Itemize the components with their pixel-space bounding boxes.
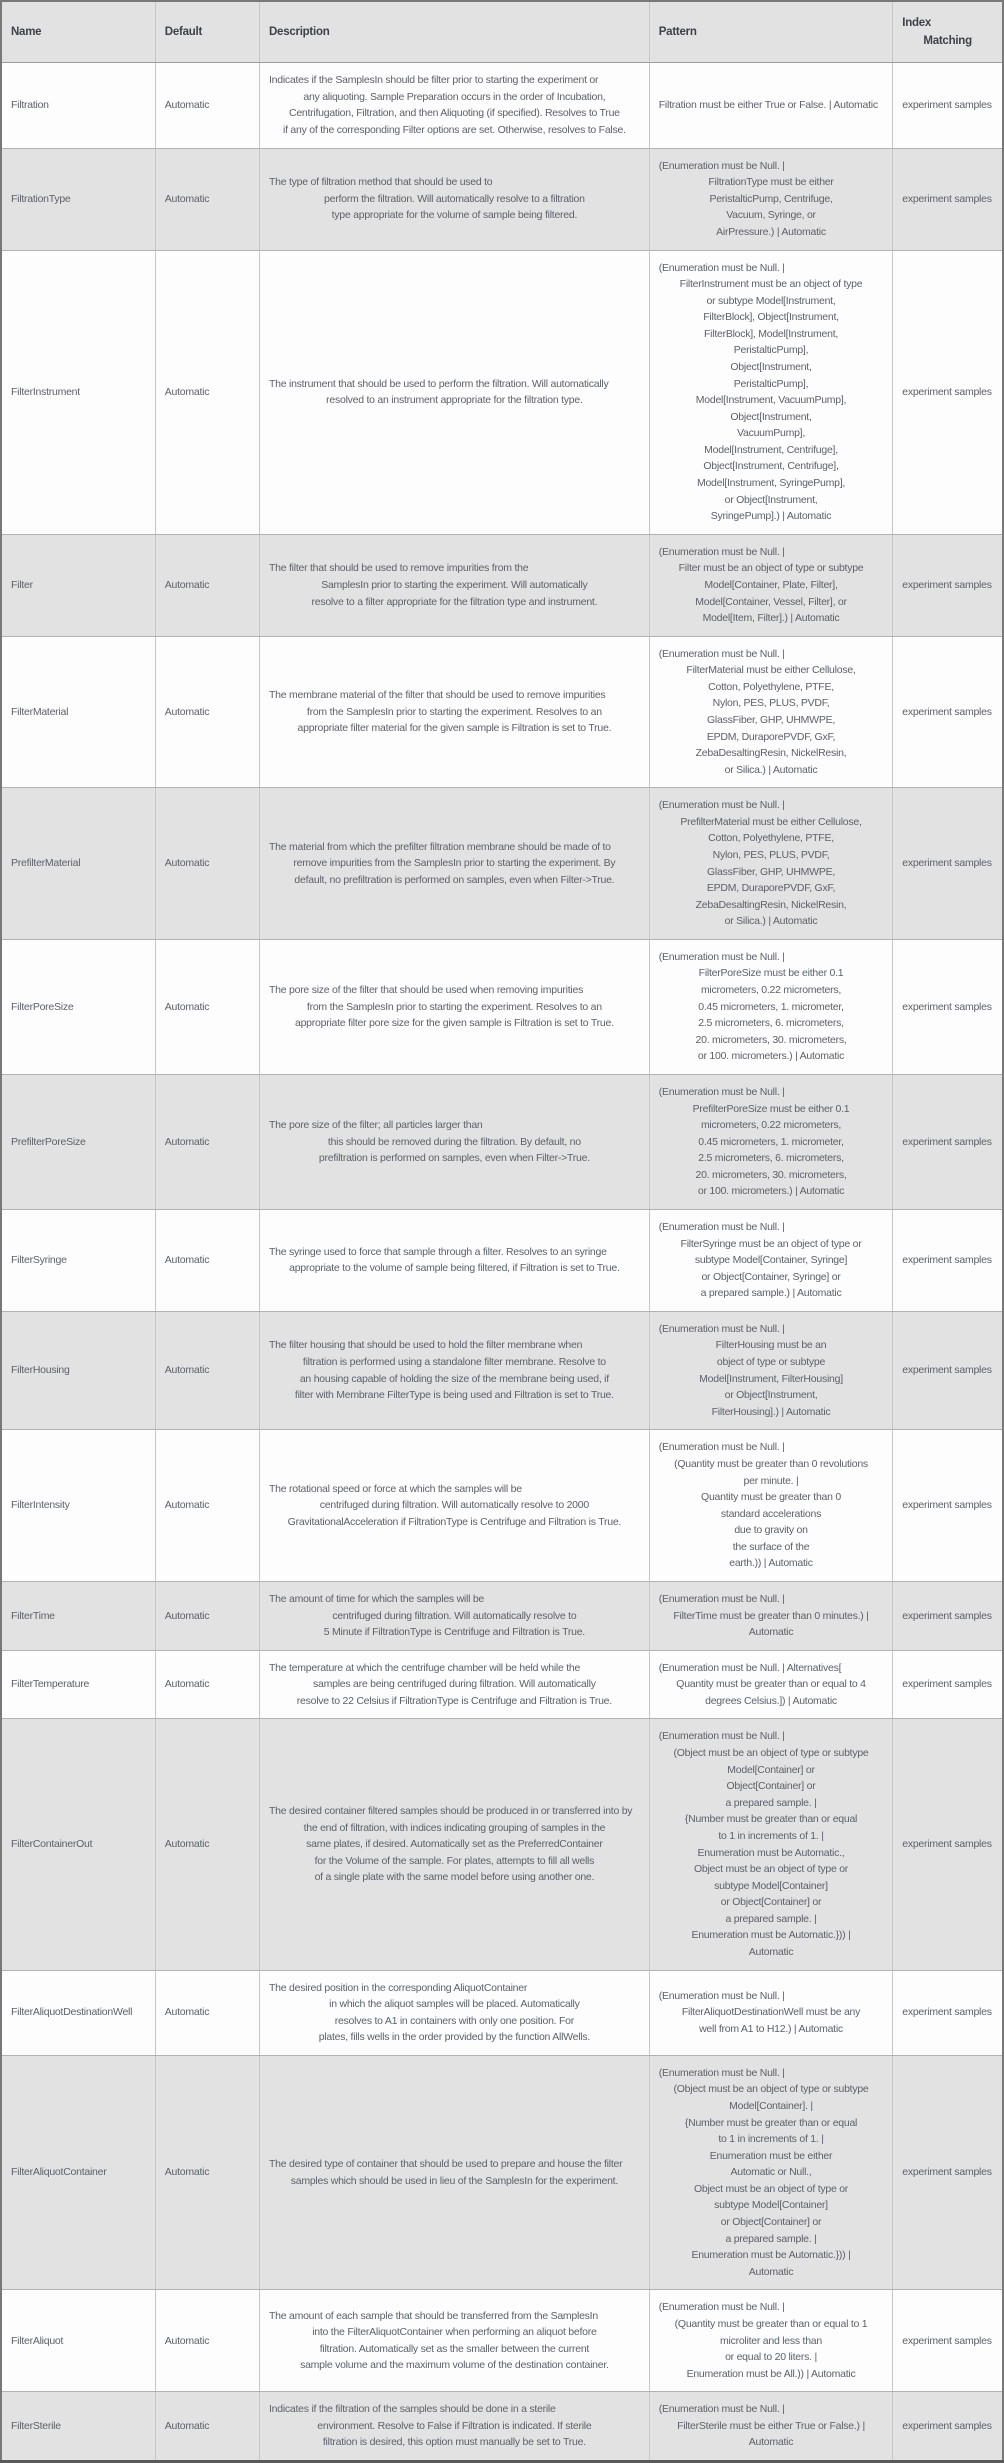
text-line: (Quantity must be greater than 0 revolutions — [674, 1457, 868, 1470]
pattern-cell — [649, 148, 892, 250]
text-line: degrees Celsius.]) | Automatic — [705, 1694, 837, 1707]
description-cell — [260, 1311, 650, 1429]
default-value-cell: Automatic — [155, 1210, 259, 1312]
text-line: The temperature at which the centrifuge chamber will be held while the — [269, 1661, 581, 1674]
description-cell — [260, 1210, 650, 1312]
pattern-cell — [649, 1970, 892, 2055]
text-line: The desired container filtered samples should be produced in or transferred into by — [269, 1805, 633, 1818]
text-line: Automatic — [748, 1945, 794, 1958]
text-line: a prepared sample. | — [725, 1912, 817, 1925]
text-line: or Silica.) | Automatic — [724, 915, 818, 928]
table-row — [1, 636, 1003, 788]
text-line: PrefilterMaterial must be either Cellulose, — [680, 815, 862, 828]
text-line: micrometers, 0.22 micrometers, — [700, 1119, 842, 1132]
text-line: or 100. micrometers.) | Automatic — [697, 1050, 845, 1063]
pattern-cell — [649, 788, 892, 940]
text-line: resolve to a filter appropriate for the filtration type and instrument. — [311, 595, 598, 608]
text-line: samples are being centrifuged during filtration. Will automatically — [313, 1678, 596, 1691]
text-line: 2.5 micrometers, 6. micrometers, — [698, 1152, 844, 1165]
table-row — [1, 2290, 1003, 2392]
default-value-cell: Automatic — [155, 148, 259, 250]
option-name-cell: FiltrationType — [1, 148, 155, 250]
text-line: (Enumeration must be Null. | — [658, 647, 785, 660]
text-line: 5 Minute if FiltrationType is Centrifuge and Filtration is True. — [323, 1626, 585, 1639]
option-name-cell: FilterHousing — [1, 1311, 155, 1429]
description-cell — [260, 788, 650, 940]
text-line: Centrifugation, Filtration, and then Aliquoting (if specified). Resolves to True — [288, 107, 620, 120]
pattern-cell — [649, 2290, 892, 2392]
text-line: a prepared sample. | — [725, 2232, 817, 2245]
default-value-cell: Automatic — [155, 63, 259, 148]
pattern-cell — [649, 939, 892, 1074]
text-line: or Object[Instrument, — [724, 493, 818, 506]
default-value-cell: Automatic — [155, 1970, 259, 2055]
pattern-cell — [649, 1581, 892, 1650]
text-line: earth.)) | Automatic — [729, 1557, 813, 1570]
text-line: filter with Membrane FilterType is being used and Filtration is set to True. — [294, 1389, 614, 1402]
text-line: FilterHousing must be an — [715, 1339, 827, 1352]
text-line: Model[Container]. | — [729, 2100, 813, 2113]
text-line: Model[Container, Vessel, Filter], or — [695, 595, 847, 608]
text-line: GravitationalAcceleration if FiltrationType is Centrifuge and Filtration is True. — [287, 1515, 622, 1528]
option-name-cell: FilterSterile — [1, 2392, 155, 2462]
text-line: any aliquoting. Sample Preparation occurs in the order of Incubation, — [303, 90, 606, 103]
pattern-cell — [649, 250, 892, 534]
text-line: GlassFiber, GHP, UHMWPE, — [707, 713, 835, 726]
option-name-cell: FilterIntensity — [1, 1430, 155, 1582]
default-value-cell: Automatic — [155, 636, 259, 788]
text-line: in which the aliquot samples will be placed. Automatically — [329, 1998, 580, 2011]
index-matching-cell: experiment samples — [893, 2392, 1003, 2462]
text-line: The instrument that should be used to perform the filtration. Will automatically — [269, 377, 609, 390]
option-name-cell: FilterTime — [1, 1581, 155, 1650]
table-row — [1, 148, 1003, 250]
text-line: Nylon, PES, PLUS, PVDF, — [712, 697, 830, 710]
text-line: Quantity must be greater than 0 — [701, 1491, 841, 1504]
text-line: The desired position in the corresponding AliquotContainer — [269, 1981, 528, 1994]
text-line: Model[Item, Filter].) | Automatic — [702, 612, 840, 625]
text-line: or Object[Instrument, — [724, 1389, 818, 1402]
text-line: FilterTime must be greater than 0 minutes.) | — [673, 1609, 869, 1622]
text-line: or subtype Model[Instrument, — [706, 294, 836, 307]
text-line: SyringePump].) | Automatic — [710, 510, 832, 523]
text-line: 0.45 micrometers, 1. micrometer, — [698, 1000, 844, 1013]
default-value-cell: Automatic — [155, 2392, 259, 2462]
table-header — [1, 1, 1003, 63]
text-line: AirPressure.) | Automatic — [716, 225, 826, 238]
text-line: (Enumeration must be Null. | — [658, 1085, 785, 1098]
text-line: same plates, if desired. Automatically set as the PreferredContainer — [306, 1838, 603, 1851]
text-line: subtype Model[Container] — [714, 2199, 828, 2212]
text-line: (Enumeration must be Null. | — [658, 2066, 785, 2079]
index-matching-cell: experiment samples — [893, 1581, 1003, 1650]
text-line: Default — [164, 26, 203, 39]
index-matching-cell: experiment samples — [893, 2055, 1003, 2290]
text-line: Object[Container] or — [726, 1780, 816, 1793]
description-cell — [260, 63, 650, 148]
text-line: samples which should be used in lieu of the SamplesIn for the experiment. — [290, 2174, 619, 2187]
text-line: Automatic — [748, 2265, 794, 2278]
option-name-cell: FilterAliquotDestinationWell — [1, 1970, 155, 2055]
text-line: Automatic or Null., — [730, 2166, 812, 2179]
text-line: FiltrationType must be either — [708, 176, 834, 189]
text-line: (Object must be an object of type or subtype — [673, 1747, 869, 1760]
option-name-cell: FilterPoreSize — [1, 939, 155, 1074]
text-line: {Number must be greater than or equal — [684, 2116, 858, 2129]
column-header-index-matching — [893, 1, 1003, 63]
text-line: perform the filtration. Will automatically resolve to a filtration — [324, 192, 585, 205]
text-line: (Object must be an object of type or subtype — [673, 2083, 869, 2096]
text-line: 2.5 micrometers, 6. micrometers, — [698, 1017, 844, 1030]
index-matching-cell: experiment samples — [893, 1311, 1003, 1429]
text-line: PeristalticPump, Centrifuge, — [709, 192, 833, 205]
pattern-cell — [649, 1074, 892, 1209]
text-line: into the FilterAliquotContainer when performing an aliquot before — [312, 2326, 597, 2339]
text-line: (Enumeration must be Null. | — [658, 2403, 785, 2416]
text-line: centrifuged during filtration. Will automatically resolve to 2000 — [319, 1499, 589, 1512]
text-line: subtype Model[Container] — [714, 1879, 828, 1892]
table-row — [1, 534, 1003, 636]
text-line: (Enumeration must be Null. | — [658, 1322, 785, 1335]
text-line: FilterInstrument must be an object of type — [679, 278, 863, 291]
index-matching-cell: experiment samples — [893, 1970, 1003, 2055]
text-line: sample volume and the maximum volume of the destination container. — [300, 2359, 609, 2372]
text-line: FilterSterile must be either True or False.) | — [677, 2419, 865, 2432]
text-line: plates, fills wells in the order provided by the function AllWells. — [318, 2031, 591, 2044]
text-line: the end of filtration, with indices indicating grouping of samples in the — [303, 1821, 606, 1834]
text-line: ZebaDesaltingResin, NickelResin, — [695, 747, 847, 760]
option-name-cell: FilterAliquot — [1, 2290, 155, 2392]
text-line: Enumeration must be either — [709, 2149, 833, 2162]
text-line: The membrane material of the filter that should be used to remove impurities — [269, 689, 606, 702]
description-cell — [260, 1970, 650, 2055]
description-cell — [260, 2290, 650, 2392]
default-value-cell: Automatic — [155, 2290, 259, 2392]
option-name-cell: PrefilterMaterial — [1, 788, 155, 940]
text-line: resolves to A1 in containers with only one position. For — [334, 2014, 575, 2027]
text-line: Enumeration must be Automatic.})) | — [691, 1929, 851, 1942]
text-line: or Object[Container, Syringe] or — [701, 1270, 841, 1283]
text-line: (Quantity must be greater than or equal to 1 — [674, 2317, 868, 2330]
default-value-cell: Automatic — [155, 1581, 259, 1650]
table-row — [1, 1719, 1003, 1970]
text-line: (Enumeration must be Null. | — [658, 159, 785, 172]
option-name-cell: FilterSyringe — [1, 1210, 155, 1312]
text-line: FilterBlock], Model[Instrument, — [703, 327, 839, 340]
header-row — [1, 1, 1003, 63]
pattern-cell — [649, 636, 892, 788]
text-line: The amount of time for which the samples will be — [269, 1592, 485, 1605]
text-line: Model[Instrument, VacuumPump], — [695, 394, 847, 407]
text-line: type appropriate for the volume of sample being filtered. — [331, 209, 578, 222]
text-line: Filtration must be either True or False. | Automatic — [658, 99, 878, 112]
text-line: well from A1 to H12.) | Automatic — [699, 2022, 843, 2035]
text-line: SamplesIn prior to starting the experiment. Will automatically — [321, 578, 588, 591]
option-name-cell: Filter — [1, 534, 155, 636]
text-line: Indicates if the filtration of the samples should be done in a sterile — [269, 2403, 556, 2416]
text-line: to 1 in increments of 1. | — [718, 1829, 824, 1842]
text-line: EPDM, DuraporePVDF, GxF, — [706, 882, 836, 895]
table-row — [1, 1430, 1003, 1582]
table-row — [1, 1650, 1003, 1719]
text-line: per minute. | — [743, 1474, 799, 1487]
text-line: The material from which the prefilter filtration membrane should be made of to — [269, 840, 611, 853]
index-matching-cell: experiment samples — [893, 1650, 1003, 1719]
text-line: Enumeration must be All.)) | Automatic — [686, 2367, 856, 2380]
text-line: PrefilterPoreSize must be either 0.1 — [692, 1102, 850, 1115]
text-line: (Enumeration must be Null. | — [658, 1592, 785, 1605]
pattern-cell — [649, 1650, 892, 1719]
text-line: a prepared sample. | — [725, 1796, 817, 1809]
pattern-cell — [649, 2055, 892, 2290]
description-cell — [260, 1719, 650, 1970]
pattern-cell — [649, 1719, 892, 1970]
text-line: Model[Container] or — [727, 1763, 815, 1776]
text-line: Automatic — [748, 1626, 794, 1639]
text-line: environment. Resolve to False if Filtration is indicated. If sterile — [317, 2419, 592, 2432]
pattern-cell — [649, 534, 892, 636]
text-line: resolve to 22 Celsius if FiltrationType is Centrifuge and Filtration is True. — [296, 1694, 612, 1707]
table-row — [1, 1970, 1003, 2055]
index-matching-cell: experiment samples — [893, 1719, 1003, 1970]
text-line: centrifuged during filtration. Will automatically resolve to — [332, 1609, 577, 1622]
text-line: object of type or subtype — [716, 1356, 826, 1369]
text-line: of a single plate with the same model before using another one. — [314, 1871, 595, 1884]
text-line: The syringe used to force that sample through a filter. Resolves to an syringe — [269, 1245, 607, 1258]
text-line: or equal to 20 liters. | — [725, 2351, 817, 2364]
index-matching-cell: experiment samples — [893, 148, 1003, 250]
table-body — [1, 63, 1003, 2462]
table-row — [1, 250, 1003, 534]
index-matching-cell: experiment samples — [893, 1430, 1003, 1582]
text-line: remove impurities from the SamplesIn prior to starting the experiment. By — [293, 857, 616, 870]
table-row — [1, 788, 1003, 940]
table-row — [1, 2392, 1003, 2462]
text-line: Filter must be an object of type or subtype — [678, 562, 864, 575]
text-line: a prepared sample.) | Automatic — [700, 1287, 842, 1300]
description-cell — [260, 1430, 650, 1582]
text-line: (Enumeration must be Null. | — [658, 1730, 785, 1743]
text-line: filtration is performed using a standalone filter membrane. Resolve to — [302, 1356, 606, 1369]
table-row — [1, 1074, 1003, 1209]
text-line: Index — [902, 17, 932, 29]
default-value-cell: Automatic — [155, 1650, 259, 1719]
text-line: from the SamplesIn prior to starting the experiment. Resolves to an — [306, 1000, 602, 1013]
text-line: Automatic — [748, 2436, 794, 2449]
text-line: (Enumeration must be Null. | — [658, 1441, 785, 1454]
text-line: Pattern — [658, 26, 697, 39]
default-value-cell: Automatic — [155, 1430, 259, 1582]
text-line: FilterSyringe must be an object of type or — [680, 1237, 862, 1250]
default-value-cell: Automatic — [155, 1719, 259, 1970]
text-line: The filter that should be used to remove impurities from the — [269, 562, 529, 575]
text-line: resolved to an instrument appropriate for the filtration type. — [326, 394, 583, 407]
text-line: 20. micrometers, 30. micrometers, — [695, 1168, 847, 1181]
text-line: {Number must be greater than or equal — [684, 1813, 858, 1826]
pattern-cell — [649, 63, 892, 148]
text-line: or Silica.) | Automatic — [724, 763, 818, 776]
description-cell — [260, 2055, 650, 2290]
text-line: or Object[Container] or — [720, 1896, 822, 1909]
table-row — [1, 1311, 1003, 1429]
text-line: PeristalticPump], — [733, 377, 809, 390]
text-line: appropriate to the volume of sample being filtered, if Filtration is set to True. — [289, 1262, 620, 1275]
text-line: Object[Instrument, Centrifuge], — [703, 460, 839, 473]
index-matching-cell: experiment samples — [893, 1210, 1003, 1312]
index-matching-cell: experiment samples — [893, 2290, 1003, 2392]
text-line: Cotton, Polyethylene, PTFE, — [708, 680, 834, 693]
text-line: The filter housing that should be used to hold the filter membrane when — [269, 1339, 583, 1352]
text-line: Object[Instrument, — [730, 360, 812, 373]
table-row — [1, 63, 1003, 148]
text-line: FilterBlock], Object[Instrument, — [703, 311, 839, 324]
text-line: The amount of each sample that should be transferred from the SamplesIn — [269, 2309, 598, 2322]
text-line: The pore size of the filter; all particles larger than — [269, 1119, 483, 1132]
option-name-cell: PrefilterPoreSize — [1, 1074, 155, 1209]
text-line: Model[Instrument, FilterHousing] — [699, 1372, 843, 1385]
option-name-cell: Filtration — [1, 63, 155, 148]
text-line: this should be removed during the filtration. By default, no — [327, 1135, 581, 1148]
text-line: due to gravity on — [734, 1524, 808, 1537]
text-line: micrometers, 0.22 micrometers, — [700, 984, 842, 997]
text-line: 0.45 micrometers, 1. micrometer, — [698, 1135, 844, 1148]
default-value-cell: Automatic — [155, 250, 259, 534]
table-row — [1, 2055, 1003, 2290]
text-line: (Enumeration must be Null. | — [658, 2301, 785, 2314]
text-line: FilterHousing].) | Automatic — [711, 1405, 831, 1418]
description-cell — [260, 1074, 650, 1209]
pattern-cell — [649, 1430, 892, 1582]
description-cell — [260, 534, 650, 636]
column-header-default — [155, 1, 259, 63]
text-line: an housing capable of holding the size of the membrane being used, if — [299, 1372, 609, 1385]
text-line: (Enumeration must be Null. | — [658, 799, 785, 812]
text-line: Model[Instrument, Centrifuge], — [704, 443, 838, 456]
pattern-cell — [649, 1210, 892, 1312]
column-header-description — [260, 1, 650, 63]
text-line: Enumeration must be Automatic., — [697, 1846, 845, 1859]
text-line: (Enumeration must be Null. | Alternatives[ — [658, 1661, 842, 1674]
index-matching-cell: experiment samples — [893, 788, 1003, 940]
text-line: The desired type of container that should be used to prepare and house the filter — [269, 2158, 623, 2171]
default-value-cell: Automatic — [155, 534, 259, 636]
description-cell — [260, 636, 650, 788]
text-line: to 1 in increments of 1. | — [718, 2133, 824, 2146]
text-line: filtration. Automatically set as the smaller between the current — [319, 2342, 590, 2355]
text-line: or Object[Container] or — [720, 2216, 822, 2229]
table-row — [1, 939, 1003, 1074]
text-line: (Enumeration must be Null. | — [658, 545, 785, 558]
text-line: ZebaDesaltingResin, NickelResin, — [695, 898, 847, 911]
text-line: Quantity must be greater than or equal to 4 — [676, 1678, 866, 1691]
text-line: microliter and less than — [720, 2334, 822, 2347]
index-matching-cell: experiment samples — [893, 534, 1003, 636]
pattern-cell — [649, 1311, 892, 1429]
text-line: if any of the corresponding Filter options are set. Otherwise, resolves to False. — [283, 124, 626, 137]
text-line: subtype Model[Container, Syringe] — [694, 1254, 848, 1267]
text-line: GlassFiber, GHP, UHMWPE, — [707, 865, 835, 878]
text-line: FilterAliquotDestinationWell must be any — [681, 2006, 861, 2019]
index-matching-cell: experiment samples — [893, 1074, 1003, 1209]
column-header-pattern — [649, 1, 892, 63]
column-header-name — [1, 1, 155, 63]
text-line: Matching — [923, 35, 972, 48]
text-line: Description — [269, 26, 330, 39]
option-name-cell: FilterAliquotContainer — [1, 2055, 155, 2290]
table-row — [1, 1581, 1003, 1650]
text-line: standard accelerations — [720, 1507, 822, 1520]
text-line: prefiltration is performed on samples, even when Filter->True. — [318, 1152, 590, 1165]
text-line: FilterMaterial must be either Cellulose, — [686, 664, 856, 677]
default-value-cell: Automatic — [155, 2055, 259, 2290]
description-cell — [260, 939, 650, 1074]
description-cell — [260, 250, 650, 534]
option-name-cell: FilterMaterial — [1, 636, 155, 788]
index-matching-cell: experiment samples — [893, 63, 1003, 148]
default-value-cell: Automatic — [155, 939, 259, 1074]
text-line: Model[Instrument, SyringePump], — [696, 477, 846, 490]
default-value-cell: Automatic — [155, 1074, 259, 1209]
index-matching-cell: experiment samples — [893, 939, 1003, 1074]
pattern-cell — [649, 2392, 892, 2462]
text-line: FilterPoreSize must be either 0.1 — [698, 967, 844, 980]
text-line: Nylon, PES, PLUS, PVDF, — [712, 849, 830, 862]
text-line: default, no prefiltration is performed on samples, even when Filter->True. — [294, 873, 615, 886]
text-line: PeristalticPump], — [733, 344, 809, 357]
text-line: VacuumPump], — [737, 427, 806, 440]
text-line: Enumeration must be Automatic.})) | — [691, 2249, 851, 2262]
text-line: (Enumeration must be Null. | — [658, 950, 785, 963]
text-line: The rotational speed or force at which the samples will be — [269, 1482, 522, 1495]
text-line: (Enumeration must be Null. | — [658, 1989, 785, 2002]
description-cell — [260, 1650, 650, 1719]
text-line: from the SamplesIn prior to starting the experiment. Resolves to an — [306, 705, 602, 718]
text-line: filtration is desired, this option must manually be set to True. — [322, 2436, 586, 2449]
description-cell — [260, 148, 650, 250]
text-line: Model[Container, Plate, Filter], — [704, 578, 838, 591]
text-line: The type of filtration method that should be used to — [269, 176, 493, 189]
text-line: (Enumeration must be Null. | — [658, 1221, 785, 1233]
table-row — [1, 1210, 1003, 1312]
option-name-cell: FilterContainerOut — [1, 1719, 155, 1970]
index-matching-cell: experiment samples — [893, 636, 1003, 788]
text-line: Cotton, Polyethylene, PTFE, — [708, 832, 834, 845]
text-line: for the Volume of the sample. For plates, attempts to fill all wells — [314, 1854, 595, 1867]
text-line: Object must be an object of type or — [693, 2182, 849, 2195]
text-line: Vacuum, Syringe, or — [726, 209, 816, 222]
option-name-cell: FilterTemperature — [1, 1650, 155, 1719]
text-line: Name — [11, 26, 42, 39]
text-line: (Enumeration must be Null. | — [658, 261, 785, 274]
text-line: appropriate filter pore size for the given sample is Filtration is set to True. — [295, 1017, 614, 1030]
text-line: the surface of the — [732, 1540, 810, 1553]
text-line: Indicates if the SamplesIn should be filter prior to starting the experiment or — [269, 74, 599, 87]
default-value-cell: Automatic — [155, 1311, 259, 1429]
text-line: Object must be an object of type or — [693, 1863, 849, 1876]
text-line: appropriate filter material for the given sample is Filtration is set to True. — [297, 722, 612, 735]
default-value-cell: Automatic — [155, 788, 259, 940]
index-matching-cell: experiment samples — [893, 250, 1003, 534]
text-line: 20. micrometers, 30. micrometers, — [695, 1033, 847, 1046]
text-line: EPDM, DuraporePVDF, GxF, — [706, 730, 836, 743]
description-cell — [260, 2392, 650, 2462]
text-line: or 100. micrometers.) | Automatic — [697, 1185, 845, 1198]
description-cell — [260, 1581, 650, 1650]
option-name-cell: FilterInstrument — [1, 250, 155, 534]
text-line: Object[Instrument, — [730, 410, 812, 423]
text-line: The pore size of the filter that should be used when removing impurities — [269, 984, 584, 997]
